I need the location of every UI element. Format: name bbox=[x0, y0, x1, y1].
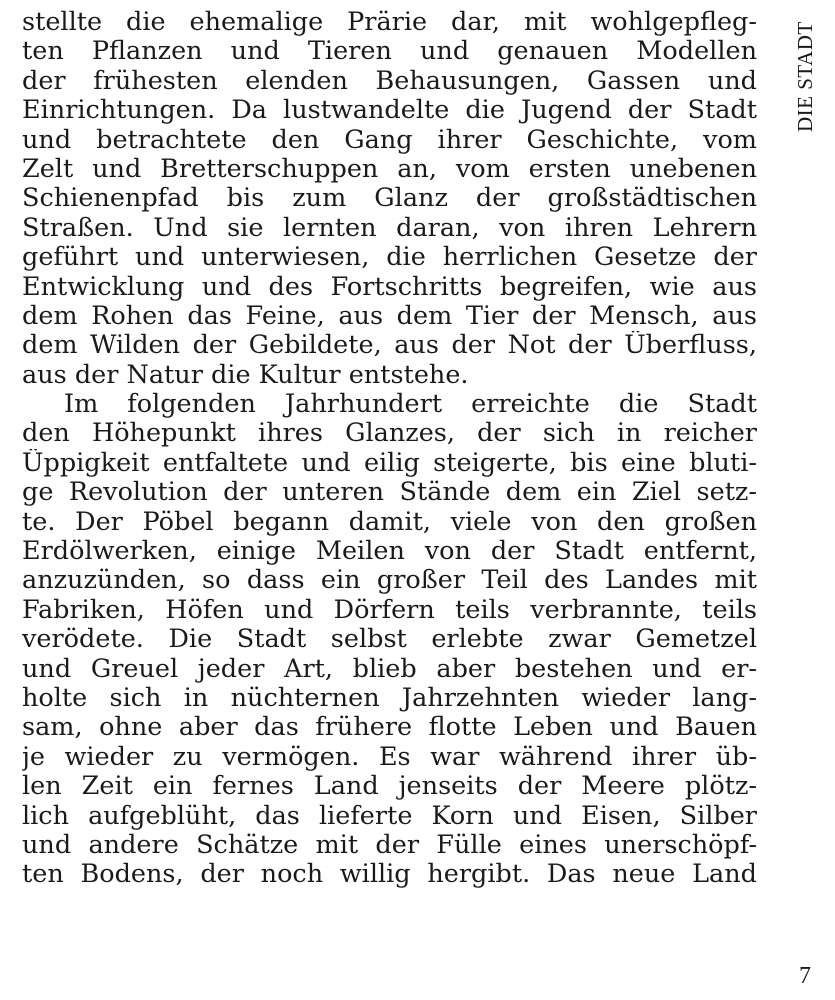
text-line: Einrichtungen. Da lustwandelte die Jugend der Stadt bbox=[22, 96, 757, 126]
text-line: der frühesten elenden Behausungen, Gassen und bbox=[22, 66, 757, 96]
text-line: Straßen. Und sie lernten daran, von ihren Lehrern bbox=[22, 213, 757, 243]
text-line: anzuzünden, so dass ein großer Teil des Landes mit bbox=[22, 566, 757, 596]
text-line: Zelt und Bretterschuppen an, vom ersten unebenen bbox=[22, 154, 757, 184]
text-line: verödete. Die Stadt selbst erlebte zwar Gemetzel bbox=[22, 625, 757, 655]
text-line: ten Bodens, der noch willig hergibt. Das neue Land bbox=[22, 860, 757, 890]
text-line: den Höhepunkt ihres Glanzes, der sich in reicher bbox=[22, 419, 757, 449]
text-line: te. Der Pöbel begann damit, viele von den großen bbox=[22, 507, 757, 537]
text-line: stellte die ehemalige Prärie dar, mit wohlgepfleg- bbox=[22, 8, 757, 37]
text-line: Schienenpfad bis zum Glanz der großstädtischen bbox=[22, 184, 757, 214]
text-line: Fabriken, Höfen und Dörfern teils verbrannte, teils bbox=[22, 595, 757, 625]
text-line: Üppigkeit entfaltete und eilig steigerte, bis eine bluti- bbox=[22, 448, 757, 478]
text-line: geführt und unterwiesen, die herrlichen Gesetze der bbox=[22, 243, 757, 273]
text-line: aus der Natur die Kultur entstehe. bbox=[22, 360, 469, 390]
text-line: holte sich in nüchternen Jahrzehnten wieder lang- bbox=[22, 683, 757, 713]
text-line: Entwicklung und des Fortschritts begreifen, wie aus bbox=[22, 272, 757, 302]
text-line: dem Rohen das Feine, aus dem Tier der Mensch, aus bbox=[22, 301, 757, 331]
text-line: lich aufgeblüht, das lieferte Korn und Eisen, Silber bbox=[22, 801, 757, 831]
running-head: DIE STADT bbox=[793, 21, 817, 132]
text-line: ten Pflanzen und Tieren und genauen Modellen bbox=[22, 37, 757, 67]
text-line: und betrachtete den Gang ihrer Geschichte, vom bbox=[22, 125, 757, 155]
paragraph-2 bbox=[22, 390, 757, 890]
text-line: und andere Schätze mit der Fülle eines unerschöpf- bbox=[22, 830, 757, 860]
text-line: und Greuel jeder Art, blieb aber bestehen und er- bbox=[22, 654, 757, 684]
text-line: Im folgenden Jahrhundert erreichte die Stadt bbox=[64, 390, 757, 420]
text-line: ge Revolution der unteren Stände dem ein Ziel setz- bbox=[22, 478, 757, 508]
text-line: sam, ohne aber das frühere flotte Leben und Bauen bbox=[22, 713, 757, 743]
paragraph-1 bbox=[22, 8, 757, 390]
text-line: dem Wilden der Gebildete, aus der Not der Überfluss, bbox=[22, 331, 757, 361]
text-line: len Zeit ein fernes Land jenseits der Meere plötz- bbox=[22, 772, 757, 802]
body-text bbox=[22, 8, 757, 890]
text-line: je wieder zu vermögen. Es war während ihrer üb- bbox=[22, 742, 757, 772]
page-number: 7 bbox=[799, 963, 811, 989]
text-line: Erdölwerken, einige Meilen von der Stadt entfernt, bbox=[22, 537, 757, 567]
